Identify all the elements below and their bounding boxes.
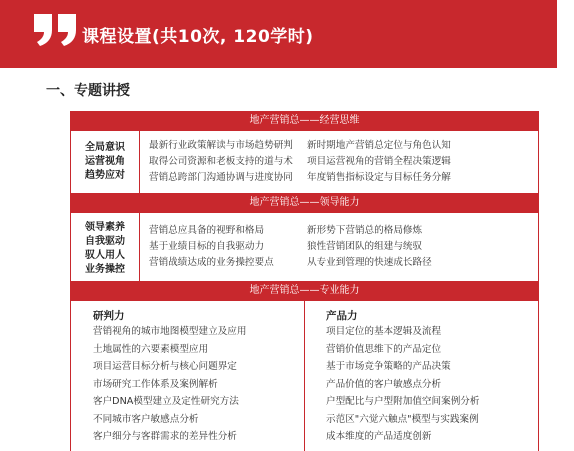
- list-item: 客户DNA模型建立及定性研究方法: [93, 396, 239, 407]
- block-header-leadership: 地产营销总——领导能力: [71, 193, 538, 213]
- topic-item: 营销总跨部门沟通协调与进度协同: [149, 172, 293, 183]
- topic-item: 基于业绩目标的自我驱动力: [149, 241, 265, 252]
- product-list: [326, 323, 480, 446]
- topic-column-2: [307, 223, 432, 271]
- header-banner: [0, 0, 557, 68]
- topic-item: 狼性营销团队的组建与统驭: [307, 241, 423, 252]
- quote-icon: [32, 12, 82, 48]
- list-item: 营销视角的城市地图模型建立及应用: [93, 326, 247, 337]
- list-item: 营销价值思维下的产品定位: [326, 343, 442, 355]
- column-divider: [139, 131, 140, 193]
- block-header-management-thinking: 地产营销总——经营思维: [71, 111, 538, 131]
- list-item: 基于市场竞争策略的产品决策: [326, 361, 451, 372]
- label-line: 自我驱动: [85, 236, 125, 247]
- list-item: 产品价值的客户敏感点分析: [326, 378, 442, 390]
- label-line: 领导素养: [85, 222, 125, 233]
- list-item: 项目运营目标分析与核心问题界定: [93, 361, 237, 372]
- topic-column-1: [149, 223, 274, 271]
- row-label-leadership: [71, 221, 139, 277]
- label-line: 运营视角: [85, 156, 125, 167]
- topic-column-2: [307, 138, 451, 186]
- topic-column-1: [149, 138, 293, 186]
- topic-item: 年度销售指标设定与目标任务分解: [307, 172, 451, 183]
- column-divider: [139, 213, 140, 281]
- column-title-judgment: 研判力: [93, 310, 125, 322]
- block-header-professional: 地产营销总——专业能力: [71, 281, 538, 301]
- list-item: 户型配比与户型附加值空间案例分析: [326, 396, 480, 407]
- label-line: 驭人用人: [85, 250, 125, 261]
- list-item: 项目定位的基本逻辑及流程: [326, 326, 442, 337]
- section-title: 一、专题讲授: [46, 83, 130, 99]
- topic-item: 新时期地产营销总定位与角色认知: [307, 140, 451, 151]
- list-item: 土地属性的六要素模型应用: [93, 343, 209, 355]
- course-table: [70, 111, 539, 451]
- list-item: 客户细分与客群需求的差异性分析: [93, 431, 237, 442]
- topic-item: 新形势下营销总的格局修炼: [307, 225, 423, 236]
- list-item: 不同城市客户敏感点分析: [93, 413, 199, 425]
- page-title: 课程设置(共10次, 120学时): [82, 27, 314, 47]
- list-item: 成本维度的产品适度创新: [326, 431, 432, 442]
- list-item: 市场研究工作体系及案例解析: [93, 378, 218, 390]
- topic-item: 最新行业政策解读与市场趋势研判: [149, 140, 293, 151]
- judgment-list: [93, 323, 247, 446]
- list-item: 示范区"六觉六触点"模型与实践案例: [326, 413, 479, 425]
- topic-item: 从专业到管理的快速成长路径: [307, 257, 432, 268]
- label-line: 全局意识: [85, 142, 125, 153]
- label-line: 趋势应对: [85, 170, 125, 181]
- label-line: 业务操控: [85, 264, 125, 275]
- column-title-product: 产品力: [326, 310, 358, 322]
- topic-item: 营销战绩达成的业务操控要点: [149, 257, 274, 268]
- column-divider: [304, 301, 305, 451]
- row-label-management-thinking: [71, 141, 139, 183]
- topic-item: 项目运营视角的营销全程决策逻辑: [307, 156, 451, 167]
- topic-item: 取得公司资源和老板支持的道与术: [149, 156, 293, 167]
- topic-item: 营销总应具备的视野和格局: [149, 225, 265, 236]
